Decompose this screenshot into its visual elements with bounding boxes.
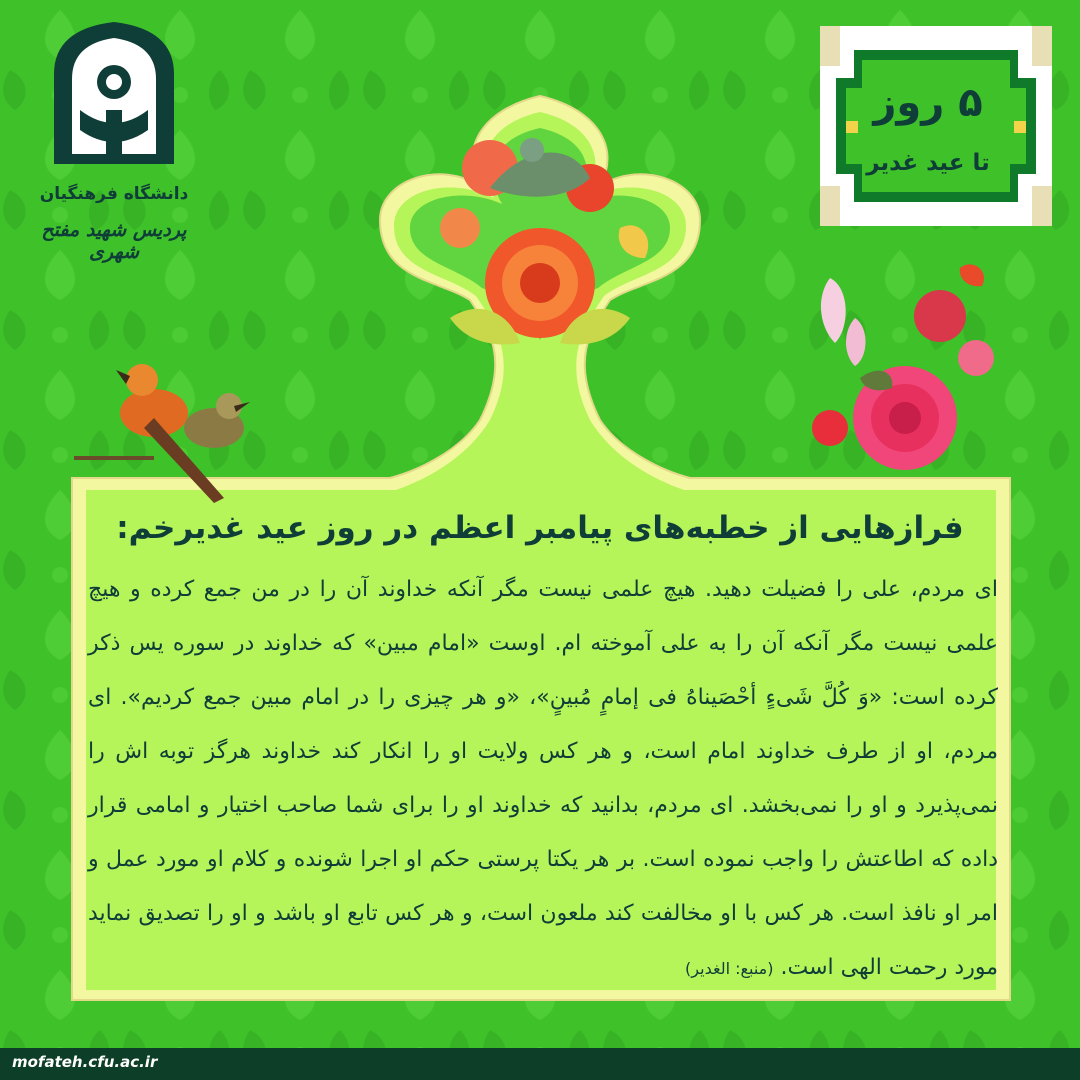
countdown-label: تا عید غدیر [866,150,990,176]
footer-bar [0,1048,1080,1080]
campus-name: پردیس شهید مفتح شهری [41,219,187,263]
article-source: (منبع: الغدیر) [685,959,774,978]
countdown-days: ۵ روز [873,80,983,126]
article-body-text: ای مردم، علی را فضیلت دهید. هیچ علمی نیست مگر آنکه خداوند آن را در من جمع کرده و هیچ علمی نیست مگر آنکه آن را به علی آموخته ام. اوست «امام مبین» که خداوند در سوره یس ذکر کرده است: «وَ کُلَّ شَیءٍ أحْصَیناهُ فی إمامٍ مُبینٍ»، «و هر چیزی را در امام مبین جمع کردیم». ای مردم، او از طرف خداوند امام است، و هر کس ولایت او را انکار کند خداوند هرگز توبه اش را نمی‌پذیرد و او را نمی‌بخشد. ای مردم، بدانید که خداوند او را برای شما صاحب اختیار و امامی قرار داده که اطاعتش را واجب نموده است. بر هر یکتا پرستی حکم او اجرا شونده و کلام او مورد عمل و امر او نافذ است. هر کس با او مخالفت کند ملعون است، و هر کس تابع او باشد و او را تصدیق نماید مورد رحمت الهی است. [88,577,998,980]
article-title: فرازهایی از خطبه‌های پیامبر اعظم در روز عید غدیرخم: [116,510,964,546]
website-url[interactable]: mofateh.cfu.ac.ir [12,1053,158,1071]
pink-flowers-icon [800,248,1000,478]
article-body [88,563,998,995]
university-name: دانشگاه فرهنگیان [39,184,189,204]
birds-icon [74,358,254,508]
flower-bouquet-icon [420,108,660,368]
